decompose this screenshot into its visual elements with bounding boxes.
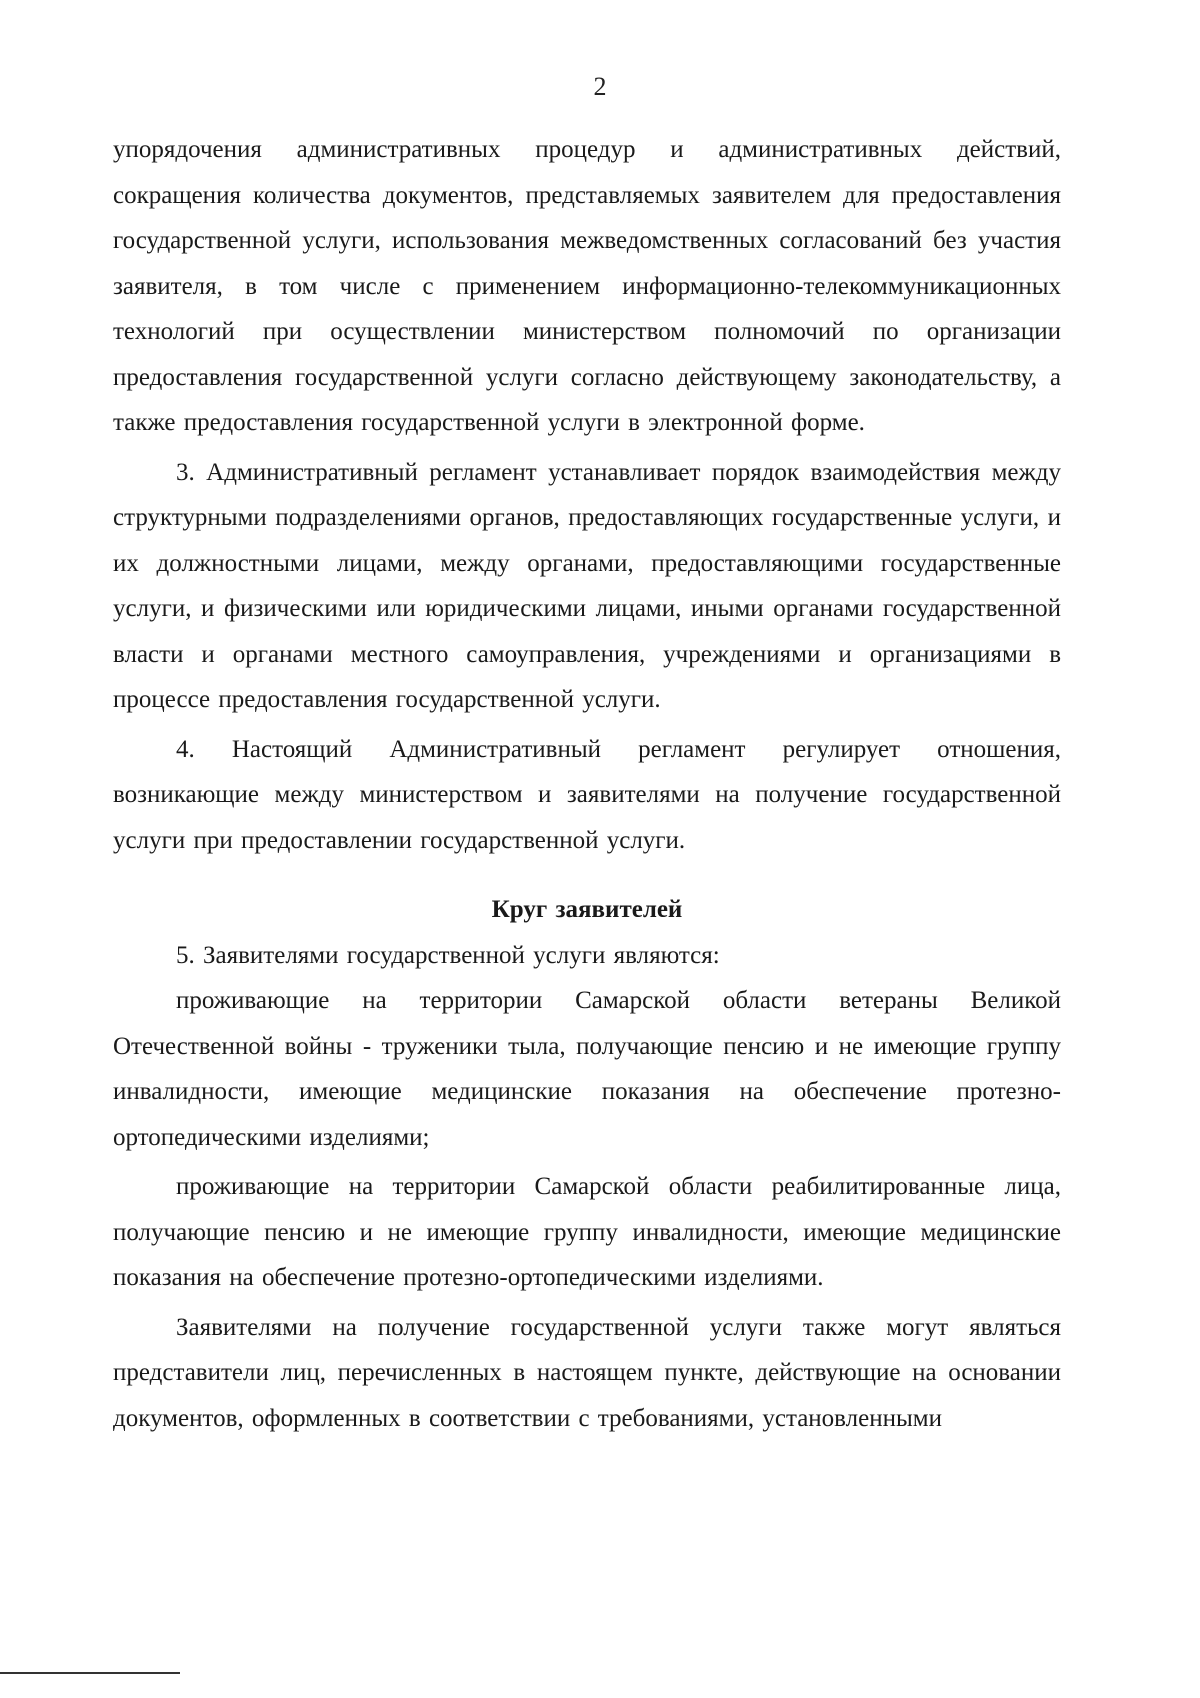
document-body xyxy=(113,127,1061,1441)
paragraph-3: 3. Административный регламент устанавливает порядок взаимодействия между структурными подразделениями органов, предоставляющих государственные услуги, и их должностными лицами, между органами, предоставляющими государственные услуги, и физическими или юридическими лицами, иными органами государственной власти и органами местного самоуправления, учреждениями и организациями в процессе предоставления государственной услуги. xyxy=(113,458,1061,713)
paragraph-5: 5. Заявителями государственной услуги являются: xyxy=(176,941,720,969)
section-heading: Круг заявителей xyxy=(491,896,683,923)
paragraph-4: 4. Настоящий Административный регламент регулирует отношения, возникающие между министерством и заявителями на получение государственной услуги при предоставлении государственной услуги. xyxy=(113,735,1061,854)
paragraph-5-item-1: проживающие на территории Самарской области ветераны Великой Отечественной войны - труженики тыла, получающие пенсию и не имеющие группу инвалидности, имеющие медицинские показания на обеспечение протезно-ортопедическими изделиями; xyxy=(113,987,1061,1151)
paragraph-5-item-2: проживающие на территории Самарской области реабилитированные лица, получающие пенсию и не имеющие группу инвалидности, имеющие медицинские показания на обеспечение протезно-ортопедическими изделиями. xyxy=(113,1173,1061,1291)
footnote-rule xyxy=(0,1672,180,1674)
paragraph-5-representatives: Заявителями на получение государственной услуги также могут являться представители лиц, перечисленных в настоящем пункте, действующие на основании документов, оформленных в соответствии с требованиями, установленными xyxy=(113,1313,1061,1432)
page-number: 2 xyxy=(593,72,607,101)
paragraph-continuation: упорядочения административных процедур и административных действий, сокращения количества документов, представляемых заявителем для предоставления государственной услуги, использования межведомственных согласований без участия заявителя, в том числе с применением информационно-телекоммуникационных технологий при осуществлении министерством полномочий по организации предоставления государственной услуги согласно действующему законодательству, а также предоставления государственной услуги в электронной форме. xyxy=(113,136,1061,436)
